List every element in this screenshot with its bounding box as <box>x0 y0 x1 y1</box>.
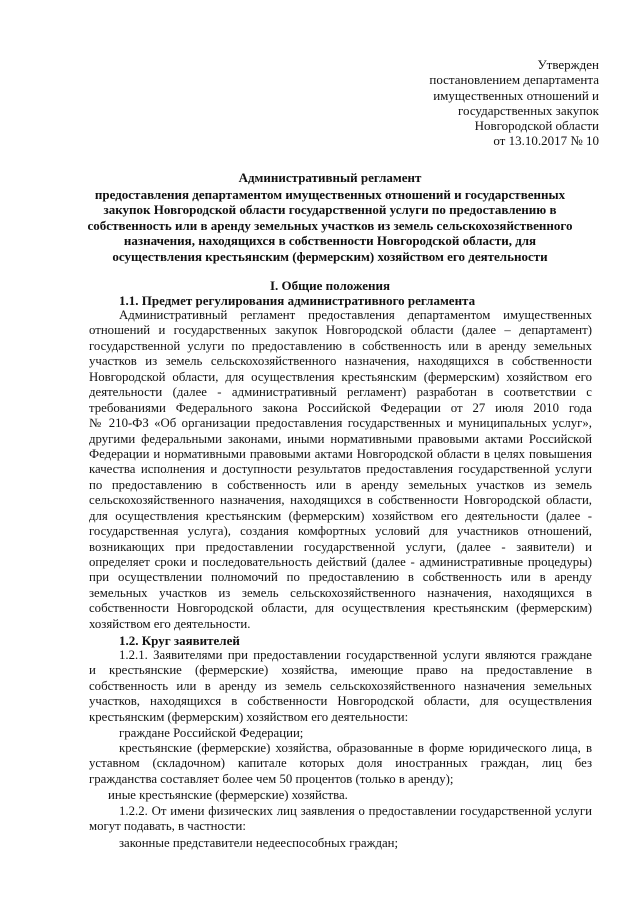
subsection-heading-1-1: 1.1. Предмет регулирования административного регламента <box>119 293 476 308</box>
text-line: требованиями Федерального закона Российской Федерации от 27 июля 2010 года <box>89 400 592 415</box>
text-line: 1.2.2. От имени физических лиц заявления о предоставлении государственной услуги <box>119 804 592 818</box>
document-title: Административный регламент <box>238 170 422 185</box>
text-line: Административный регламент предоставления департаментом имущественных <box>119 308 592 322</box>
text-line: крестьянским (фермерским) хозяйством его деятельности: <box>89 709 409 724</box>
approval-line: Новгородской области <box>474 118 599 134</box>
text-line: по предоставлению в собственность или в аренду земельных участков из земель <box>89 477 592 492</box>
paragraph-1-2-2 <box>89 804 592 835</box>
text-line: государственной услуги по предоставлению в собственность или в аренду земельных <box>89 338 592 353</box>
list-item-citizens: граждане Российской Федерации; <box>119 726 304 740</box>
subtitle-line: предоставления департаментом имущественных отношений и государственных <box>94 187 566 202</box>
text-line: качества исполнения и доступности результатов предоставления государственной услуги <box>89 462 592 477</box>
paragraph-1-1 <box>89 308 592 632</box>
text-line: участков из земель сельскохозяйственного назначения, находящихся в собственности <box>89 354 592 369</box>
section-heading: I. Общие положения <box>270 278 390 293</box>
text-line: земельных участков из земель сельскохозяйственного назначения, находящихся в <box>89 585 592 600</box>
text-line: при осуществлении полномочий по предоставлению в собственность или в аренду <box>89 570 592 585</box>
approval-line: Утвержден <box>537 57 599 72</box>
approval-line: имущественных отношений и <box>433 87 599 103</box>
text-line: другими федеральными законами, иными нормативными правовыми актами Российской <box>89 431 592 446</box>
text-line: собственности Новгородской области, для осуществления крестьянским (фермерским) <box>89 601 592 616</box>
paragraph-1-2-1 <box>89 648 592 725</box>
text-line: и крестьянские (фермерские) хозяйства, имеющие право на предоставление в <box>89 663 592 678</box>
text-line: сельскохозяйственного назначения, находящихся в собственности Новгородской области, <box>89 493 592 508</box>
text-line: государственная услуга), создания комфортных условий для участников отношений, <box>89 524 592 539</box>
text-line: отношений и государственных закупок Новгородской области (далее – департамент) <box>89 323 592 338</box>
text-line: № 210-ФЗ «Об организации предоставления государственных и муниципальных услуг», <box>89 416 592 431</box>
approval-line: постановлением департамента <box>429 72 599 88</box>
approval-line: государственных закупок <box>458 102 599 118</box>
text-line: собственность или в аренду из земель сельскохозяйственного назначения земельных <box>89 678 592 693</box>
text-line: крестьянские (фермерские) хозяйства, образованные в форме юридического лица, в <box>119 741 592 755</box>
text-line: 1.2.1. Заявителями при предоставлении государственной услуги являются граждане <box>119 648 592 662</box>
subtitle-line: назначения, находящихся в собственности Новгородской области, для <box>123 233 537 249</box>
text-line: Новгородской области, для осуществления крестьянским (фермерским) хозяйством его <box>89 369 592 384</box>
text-line: деятельности (далее - административный регламент) разработан в соответствии с <box>89 385 592 400</box>
subtitle-line: собственность или в аренду земельных участков из земель сельскохозяйственного <box>87 217 573 233</box>
approval-line: от 13.10.2017 № 10 <box>493 133 599 149</box>
list-item-legal-representatives: законные представители недееспособных граждан; <box>119 836 399 850</box>
text-line: Федерации и нормативными правовыми актами Новгородской области в целях повышения <box>89 446 592 461</box>
subtitle-line: осуществления крестьянским (фермерским) хозяйством его деятельности <box>112 248 548 264</box>
list-item-other-farms: иные крестьянские (фермерские) хозяйства. <box>108 788 348 802</box>
text-line: определяет сроки и последовательность действий (далее - административные процедуры) <box>89 555 592 569</box>
text-line: гражданства составляет более чем 50 процентов (только в аренду); <box>89 771 454 786</box>
text-line: уставном (складочном) капитале которых доля иностранных граждан, лиц без <box>89 756 592 771</box>
text-line: могут подавать, в частности: <box>89 819 246 834</box>
text-line: для осуществления крестьянским (фермерским) хозяйством его деятельности (далее - <box>89 508 592 523</box>
subsection-heading-1-2: 1.2. Круг заявителей <box>119 633 240 648</box>
text-line: участков, находящихся в собственности Новгородской области, для осуществления <box>89 694 592 709</box>
subtitle-line: закупок Новгородской области государственной услуги по предоставлению в <box>103 202 557 218</box>
list-item-farms <box>89 741 592 787</box>
text-line: возникающих при предоставлении государственной услуги, (далее - заявители) и <box>89 539 592 554</box>
document-subtitle <box>70 187 590 264</box>
approval-stamp <box>369 57 599 149</box>
text-line: хозяйством его деятельности. <box>89 616 251 631</box>
